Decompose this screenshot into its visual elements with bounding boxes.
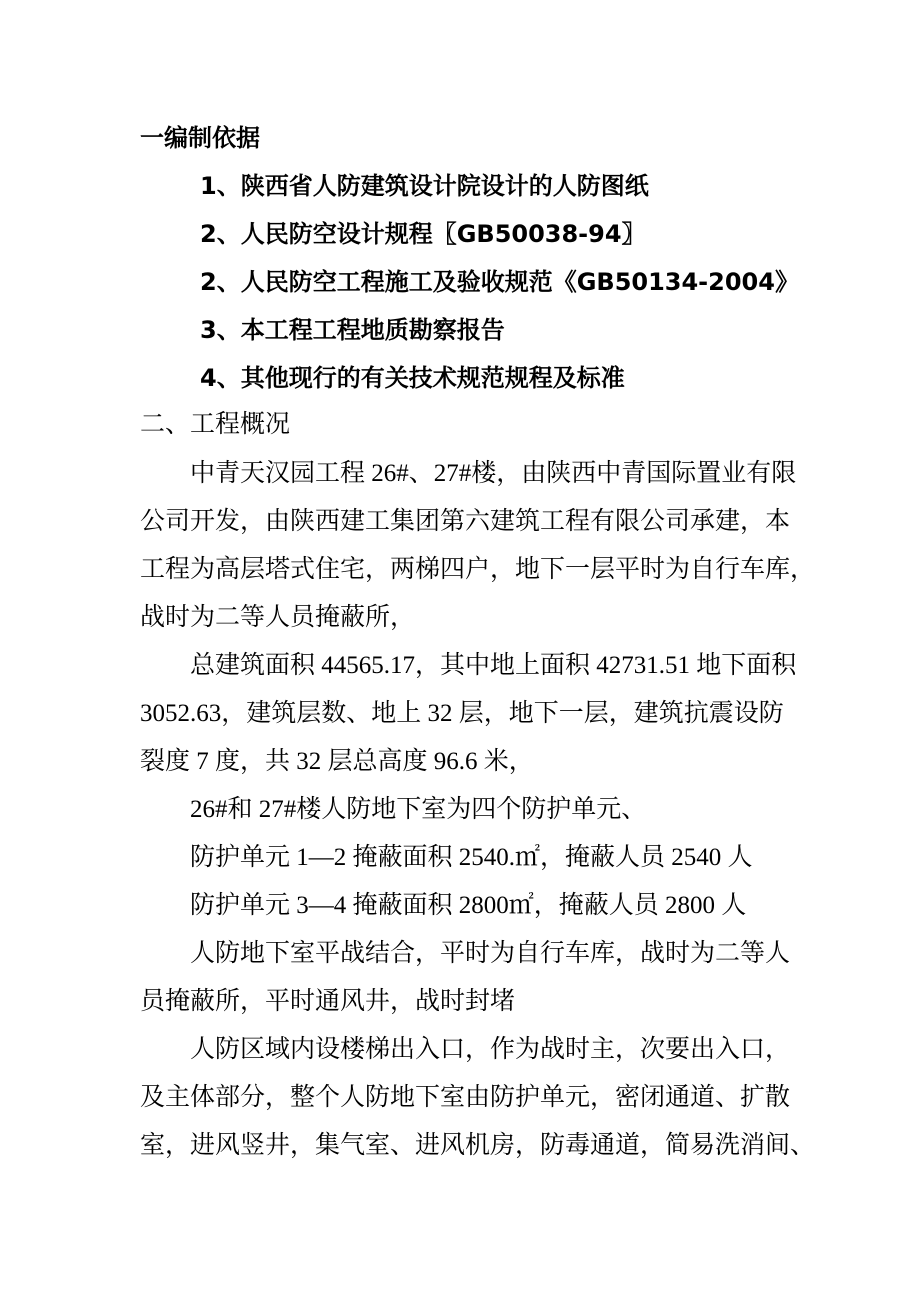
overview-line-7: 裂度 7 度，共 32 层总高度 96.6 米， [140, 748, 534, 775]
overview-line-6: 3052.63，建筑层数、地上 32 层，地下一层，建筑抗震设防 [140, 700, 784, 727]
overview-line-14: 及主体部分，整个人防地下室由防护单元，密闭通道、扩散 [140, 1084, 791, 1111]
overview-line-15: 室，进风竖井，集气室、进风机房，防毒通道，简易洗消间、 [140, 1132, 816, 1159]
basis-item-4: 3、本工程工程地质勘察报告 [200, 316, 505, 344]
overview-line-12: 员掩蔽所，平时通风井，战时封堵 [140, 988, 516, 1015]
basis-item-5: 4、其他现行的有关技术规范规程及标准 [200, 364, 625, 392]
section-heading-basis: 一编制依据 [140, 124, 260, 152]
overview-line-4: 战时为二等人员掩蔽所， [140, 604, 416, 631]
basis-item-3: 2、人民防空工程施工及验收规范《GB50134-2004》 [200, 268, 799, 296]
overview-line-1: 中青天汉园工程 26#、27#楼，由陕西中青国际置业有限 [190, 460, 797, 487]
overview-line-10: 防护单元 3—4 掩蔽面积 2800㎡，掩蔽人员 2800 人 [190, 892, 747, 919]
overview-line-13: 人防区域内设楼梯出入口，作为战时主，次要出入口， [190, 1036, 791, 1063]
overview-line-5: 总建筑面积 44565.17，其中地上面积 42731.51 地下面积 [190, 652, 797, 679]
overview-line-8: 26#和 27#楼人防地下室为四个防护单元、 [190, 796, 647, 823]
overview-line-9: 防护单元 1—2 掩蔽面积 2540.㎡，掩蔽人员 2540 人 [190, 844, 753, 871]
basis-item-1: 1、陕西省人防建筑设计院设计的人防图纸 [200, 172, 649, 200]
overview-line-3: 工程为高层塔式住宅，两梯四户，地下一层平时为自行车库， [140, 556, 816, 583]
overview-line-11: 人防地下室平战结合，平时为自行车库，战时为二等人 [190, 940, 791, 967]
overview-line-2: 公司开发，由陕西建工集团第六建筑工程有限公司承建，本 [140, 508, 791, 535]
basis-item-2: 2、人民防空设计规程〖GB50038-94〗 [200, 220, 646, 248]
section-heading-overview: 二、工程概况 [140, 411, 291, 438]
